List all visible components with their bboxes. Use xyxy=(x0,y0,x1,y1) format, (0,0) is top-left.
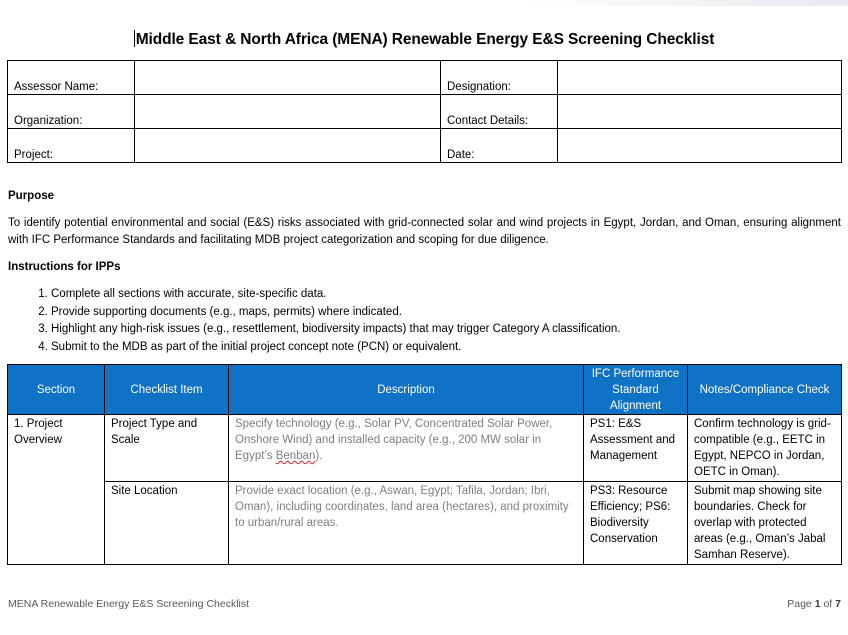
assessor-name-label: Assessor Name: xyxy=(8,61,135,95)
footer-document-name: MENA Renewable Energy E&S Screening Checklist xyxy=(8,598,250,610)
contact-details-label: Contact Details: xyxy=(441,95,558,129)
project-field[interactable] xyxy=(135,129,441,163)
checklist-header-row xyxy=(8,365,842,415)
assessor-name-field[interactable] xyxy=(135,61,441,95)
header-notes: Notes/Compliance Check xyxy=(688,365,842,415)
description-cell xyxy=(229,415,584,482)
table-row xyxy=(8,415,842,482)
date-label: Date: xyxy=(441,129,558,163)
header-checklist-item: Checklist Item xyxy=(105,365,229,415)
description-text: Specify technology (e.g., Solar PV, Concentrated Solar Power, Onshore Wind) and installed capacity (e.g., 200 MW solar in Egypt’s xyxy=(235,418,553,462)
info-row xyxy=(8,61,842,95)
text-cursor xyxy=(134,30,135,47)
project-label: Project: xyxy=(8,129,135,163)
checklist-item-cell: Project Type and Scale xyxy=(105,415,229,482)
instructions-heading: Instructions for IPPs xyxy=(8,261,121,273)
header-accent-line xyxy=(520,0,848,6)
notes-cell: Submit map showing site boundaries. Check for overlap with protected areas (e.g., Oman’s Jabal Samhan Reserve). xyxy=(688,482,842,565)
screening-checklist-table xyxy=(7,364,842,565)
contact-details-field[interactable] xyxy=(558,95,842,129)
info-row xyxy=(8,95,842,129)
organization-label: Organization: xyxy=(8,95,135,129)
checklist-item-cell: Site Location xyxy=(105,482,229,565)
designation-field[interactable] xyxy=(558,61,842,95)
page-total: 7 xyxy=(835,598,841,610)
instruction-item: 1. Complete all sections with accurate, site-specific data. xyxy=(51,286,841,304)
purpose-paragraph: To identify potential environmental and social (E&S) risks associated with grid-connected solar and wind projects in Egypt, Jordan, and Oman, ensuring alignment with IFC Performance Standards and facilitating MDB project categorization and scoping for due diligence. xyxy=(8,217,841,246)
description-cell: Provide exact location (e.g., Aswan, Egypt; Tafila, Jordan; Ibri, Oman), including coordinates, land area (hectares), and proximity to urban/rural areas. xyxy=(229,482,584,565)
designation-label: Designation: xyxy=(441,61,558,95)
purpose-heading: Purpose xyxy=(8,190,55,202)
header-section: Section xyxy=(8,365,105,415)
document-title-text: Middle East & North Africa (MENA) Renewable Energy E&S Screening Checklist xyxy=(135,31,715,48)
date-field[interactable] xyxy=(558,129,842,163)
assessor-info-table xyxy=(7,60,842,163)
page-word: Page xyxy=(787,598,812,610)
instruction-item: 4. Submit to the MDB as part of the initial project concept note (PCN) or equivalent. xyxy=(51,339,841,357)
ifc-alignment-cell: PS3: Resource Efficiency; PS6: Biodiversity Conservation xyxy=(584,482,688,565)
ifc-alignment-cell: PS1: E&S Assessment and Management xyxy=(584,415,688,482)
table-row xyxy=(8,482,842,565)
page-of: of xyxy=(823,598,833,610)
header-ifc-alignment: IFC Performance Standard Alignment xyxy=(584,365,688,415)
instruction-item: 2. Provide supporting documents (e.g., maps, permits) where indicated. xyxy=(51,304,841,322)
spellcheck-flagged-word[interactable]: Benban xyxy=(275,450,316,462)
section-cell: 1. Project Overview xyxy=(8,415,105,565)
description-text-end: ). xyxy=(315,450,323,462)
instruction-item: 3. Highlight any high-risk issues (e.g., resettlement, biodiversity impacts) that may trigger Category A classification. xyxy=(51,321,841,339)
page-current: 1 xyxy=(814,598,821,610)
instructions-list xyxy=(0,286,841,356)
header-description: Description xyxy=(229,365,584,415)
organization-field[interactable] xyxy=(135,95,441,129)
document-title[interactable] xyxy=(0,30,848,49)
info-row xyxy=(8,129,842,163)
notes-cell: Confirm technology is grid-compatible (e.g., EETC in Egypt, NEPCO in Jordan, OETC in Oman). xyxy=(688,415,842,482)
footer-page-number xyxy=(787,598,841,610)
